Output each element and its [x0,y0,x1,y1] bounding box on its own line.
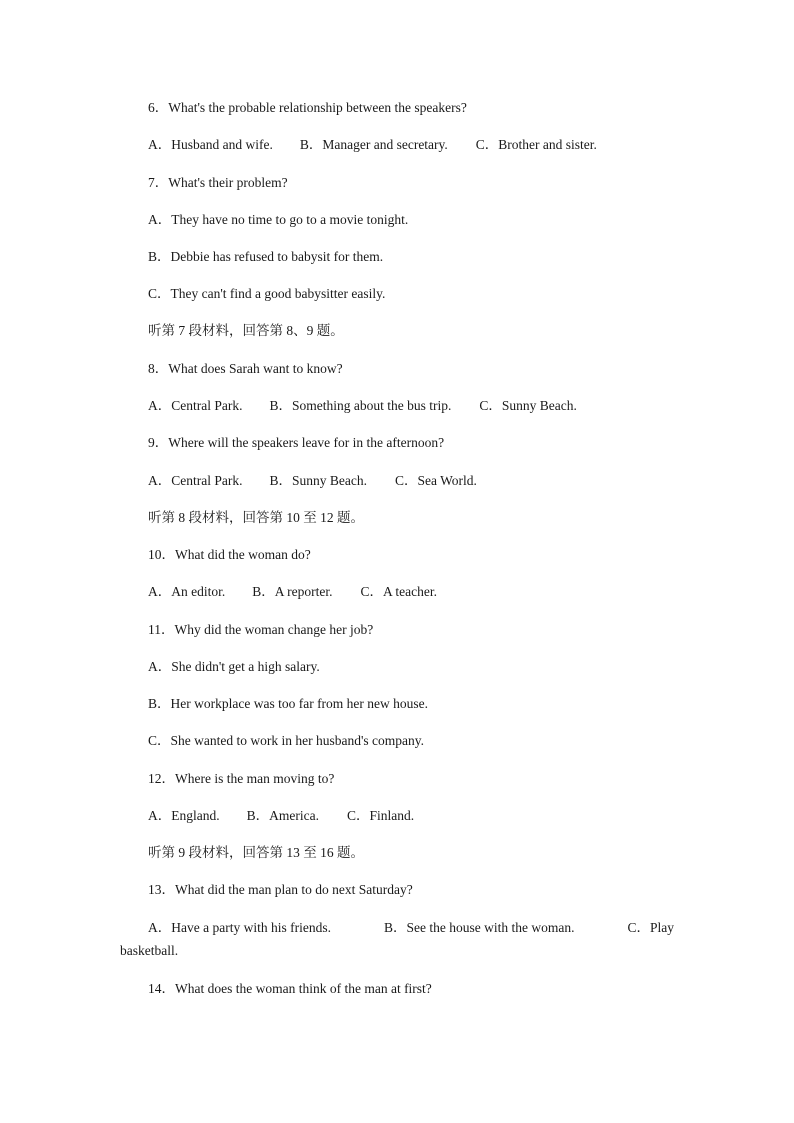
question-10-options [148,583,437,601]
option-c: C．Sea World. [394,473,477,488]
question-12-stem: 12．Where is the man moving to? [148,771,335,786]
option-c: C．Sunny Beach. [479,398,577,413]
option-c: C．Play [627,920,674,935]
option-b: B．Manager and secretary. [299,137,448,152]
option-c: C．A teacher. [360,584,437,599]
question-9-options [148,472,477,490]
option-b: B．Sunny Beach. [269,473,367,488]
option-a: A．Central Park. [148,398,243,413]
option-b: B．America. [246,808,319,823]
option-b: B．A reporter. [252,584,333,599]
option-b: B．See the house with the woman. [383,920,575,935]
question-14-stem: 14．What does the woman think of the man at first? [148,981,432,996]
question-11-option-b: B．Her workplace was too far from her new house. [148,696,429,711]
option-a: A．Have a party with his friends. [148,920,331,935]
option-b: B．Something about the bus trip. [269,398,452,413]
question-11-option-a: A．She didn't get a high salary. [148,659,320,674]
question-13-options [148,919,674,937]
question-8-stem: 8．What does Sarah want to know? [148,361,343,376]
section-heading-9: 听第 9 段材料，回答第 13 至 16 题。 [148,845,364,860]
option-a: A．An editor. [148,584,226,599]
question-6-options [148,136,597,154]
question-7-option-c: C．They can't find a good babysitter easily. [148,286,386,301]
question-6-stem: 6．What's the probable relationship between the speakers? [148,100,467,115]
question-11-option-c: C．She wanted to work in her husband's company. [148,733,425,748]
option-a: A．Husband and wife. [148,137,273,152]
question-8-options [148,397,577,415]
section-heading-7: 听第 7 段材料，回答第 8、9 题。 [148,323,344,338]
question-9-stem: 9．Where will the speakers leave for in the afternoon? [148,435,445,450]
question-7-stem: 7．What's their problem? [148,175,288,190]
question-13-stem: 13．What did the man plan to do next Saturday? [148,882,413,897]
question-13-option-c-continuation: basketball. [120,943,179,958]
question-7-option-a: A．They have no time to go to a movie tonight. [148,212,409,227]
option-a: A．England. [148,808,220,823]
option-c: C．Finland. [346,808,415,823]
question-7-option-b: B．Debbie has refused to babysit for them. [148,249,384,264]
question-12-options [148,807,414,825]
section-heading-8: 听第 8 段材料，回答第 10 至 12 题。 [148,510,364,525]
option-a: A．Central Park. [148,473,243,488]
option-c: C．Brother and sister. [475,137,597,152]
question-10-stem: 10．What did the woman do? [148,547,311,562]
question-11-stem: 11．Why did the woman change her job? [148,622,374,637]
